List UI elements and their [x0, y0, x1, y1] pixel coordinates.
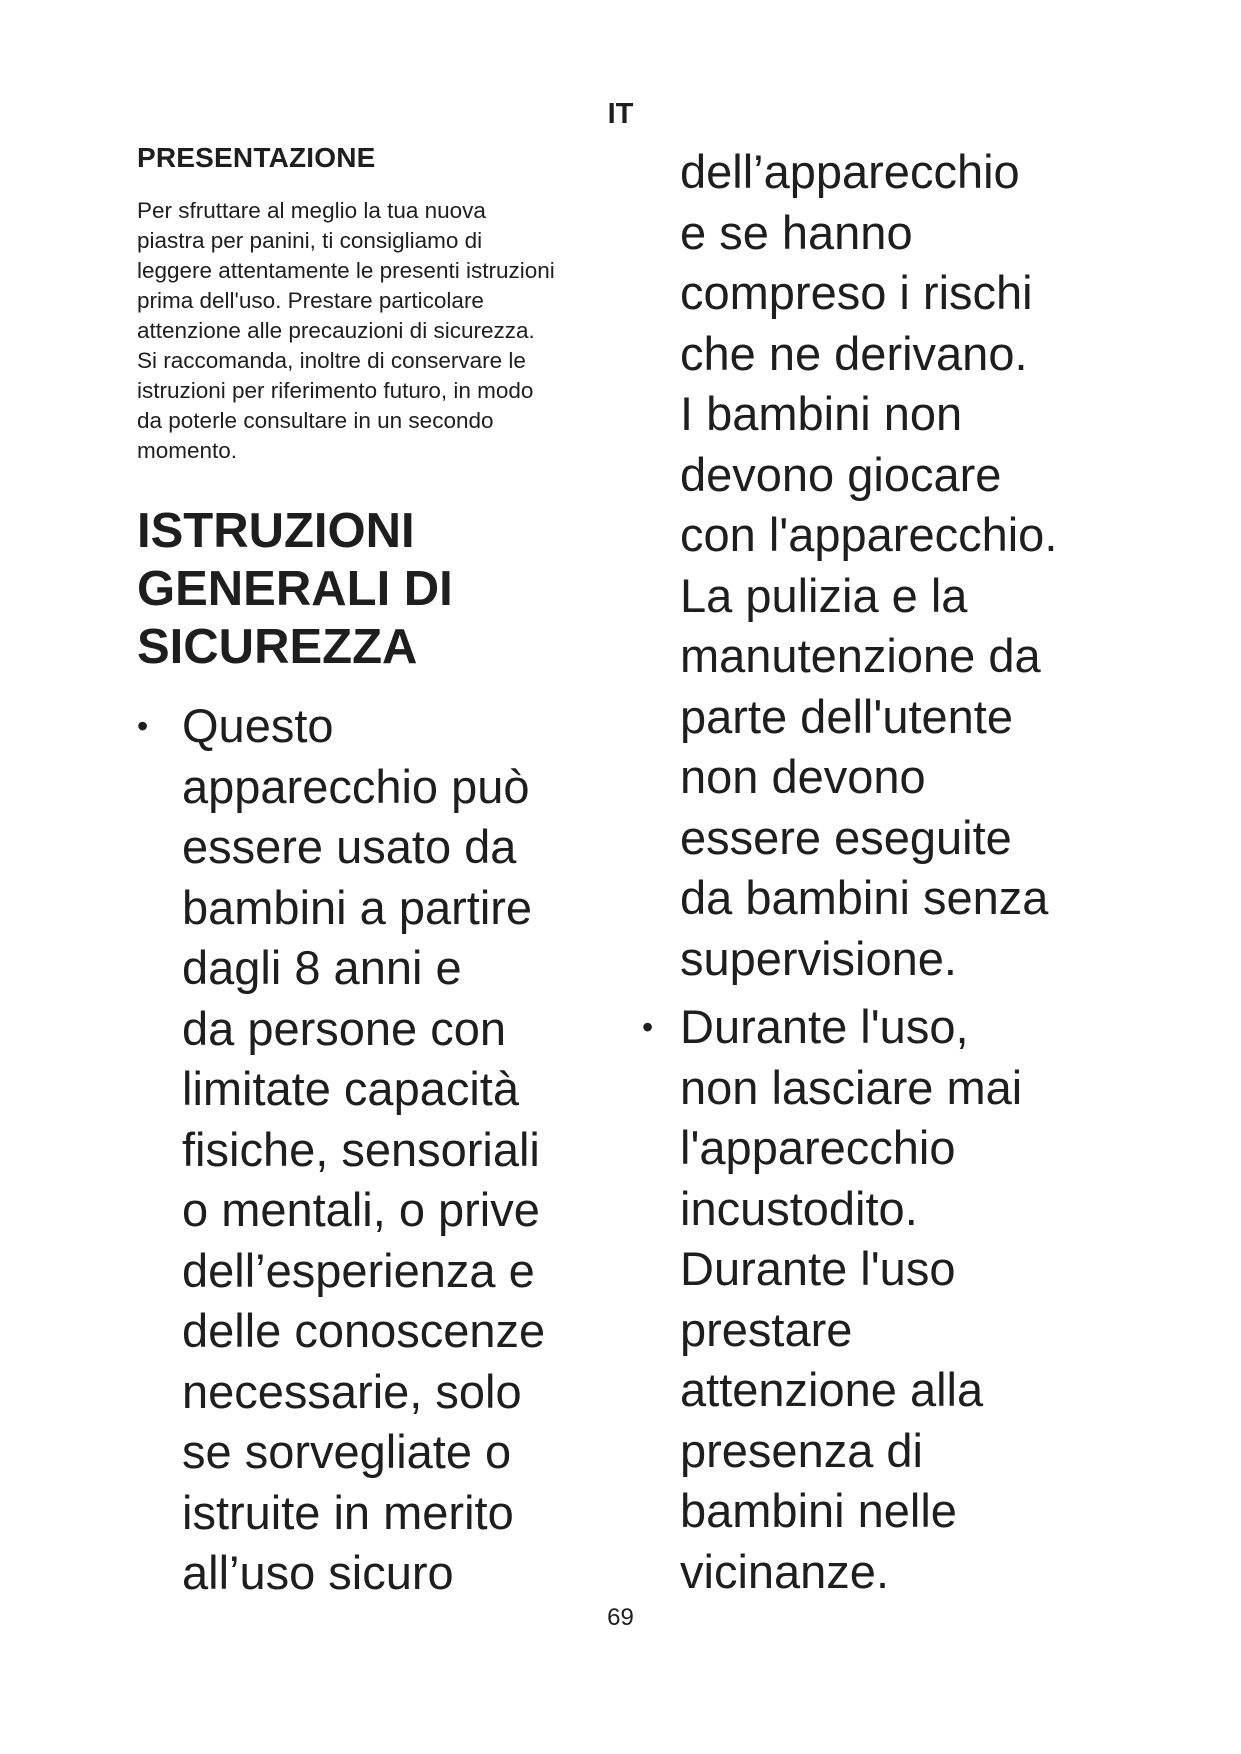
language-code: IT — [607, 98, 634, 130]
presentation-line: prima dell'uso. Prestare particolare — [137, 288, 484, 313]
safety-item-line: da persone con — [182, 1001, 507, 1055]
safety-item-line: che ne derivano. — [680, 326, 1028, 380]
safety-list — [137, 696, 617, 1604]
safety-item-line: essere usato da — [182, 820, 517, 873]
safety-item-line: l'apparecchio — [680, 1121, 956, 1174]
safety-item-line: limitate capacità — [182, 1062, 519, 1115]
safety-item-line: o mentali, o prive — [182, 1183, 540, 1236]
safety-item-line: manutenzione da — [680, 629, 1041, 682]
safety-item-line: essere eseguite — [680, 810, 1012, 864]
presentation-line: momento. — [137, 438, 238, 463]
safety-item-line: attenzione alla — [680, 1363, 984, 1416]
safety-item-line: dell’apparecchio — [680, 145, 1020, 198]
safety-item-line: parte dell'utente — [680, 689, 1013, 743]
safety-item-1 — [137, 696, 617, 1604]
safety-item-line: Questo — [182, 699, 334, 752]
safety-item-line: bambini a partire — [182, 880, 533, 934]
page-number: 69 — [607, 1604, 634, 1631]
right-column — [630, 142, 1150, 1602]
presentation-title: PRESENTAZIONE — [137, 142, 376, 173]
safety-item-line: dell’esperienza e — [182, 1243, 535, 1297]
presentation-text — [137, 196, 627, 466]
safety-item-line: supervisione. — [680, 931, 957, 985]
bullet-icon: • — [642, 1009, 654, 1045]
safety-heading-line: SICUREZZA — [137, 620, 418, 674]
safety-item-2 — [630, 997, 1150, 1602]
safety-item-line: non devono — [680, 750, 926, 803]
safety-item-line: Durante l'uso, — [680, 1000, 969, 1053]
safety-item-line: con l'apparecchio. — [680, 508, 1058, 561]
safety-item-line: delle conoscenze — [182, 1304, 546, 1357]
safety-item-line: se sorvegliate o — [182, 1425, 512, 1478]
safety-item-line: compreso i rischi — [680, 266, 1033, 319]
safety-item-line: Durante l'uso — [680, 1242, 956, 1295]
safety-item-line: prestare — [680, 1302, 853, 1356]
presentation-line: attenzione alle precauzioni di sicurezza. — [137, 318, 535, 343]
safety-heading-line: ISTRUZIONI — [137, 504, 415, 558]
safety-heading — [137, 502, 617, 676]
safety-item-line: istruite in merito — [182, 1485, 514, 1539]
presentation-line: leggere attentamente le presenti istruzioni — [137, 258, 555, 283]
safety-item-line: apparecchio può — [182, 759, 530, 813]
safety-heading-line: GENERALI DI — [137, 562, 453, 616]
presentation-line: piastra per panini, ti consigliamo di — [137, 228, 483, 253]
safety-item-line: devono giocare — [680, 447, 1002, 501]
presentation-line: da poterle consultare in un secondo — [137, 408, 494, 433]
safety-item-line: dagli 8 anni e — [182, 941, 462, 994]
safety-item-line: e se hanno — [680, 205, 913, 259]
safety-item-line: bambini nelle — [680, 1484, 957, 1537]
presentation-line: Per sfruttare al meglio la tua nuova — [137, 198, 486, 223]
safety-item-line: necessarie, solo — [182, 1364, 522, 1418]
safety-list-continued — [630, 997, 1150, 1602]
safety-item-line: non lasciare mai — [680, 1060, 1023, 1114]
safety-item-line: vicinanze. — [680, 1544, 889, 1598]
safety-item-line: fisiche, sensoriali — [182, 1122, 540, 1176]
safety-item-line: I bambini non — [680, 387, 963, 440]
bullet-icon: • — [137, 708, 149, 744]
safety-item-1-continued — [630, 142, 1150, 989]
safety-item-line: presenza di — [680, 1423, 923, 1477]
safety-item-line: incustodito. — [680, 1181, 918, 1235]
presentation-line: Si raccomanda, inoltre di conservare le — [137, 348, 526, 373]
safety-item-line: La pulizia e la — [680, 568, 968, 622]
safety-item-line: da bambini senza — [680, 871, 1049, 924]
presentation-line: istruzioni per riferimento futuro, in modo — [137, 378, 534, 403]
left-column — [137, 140, 617, 1604]
safety-item-line: all’uso sicuro — [182, 1546, 454, 1599]
